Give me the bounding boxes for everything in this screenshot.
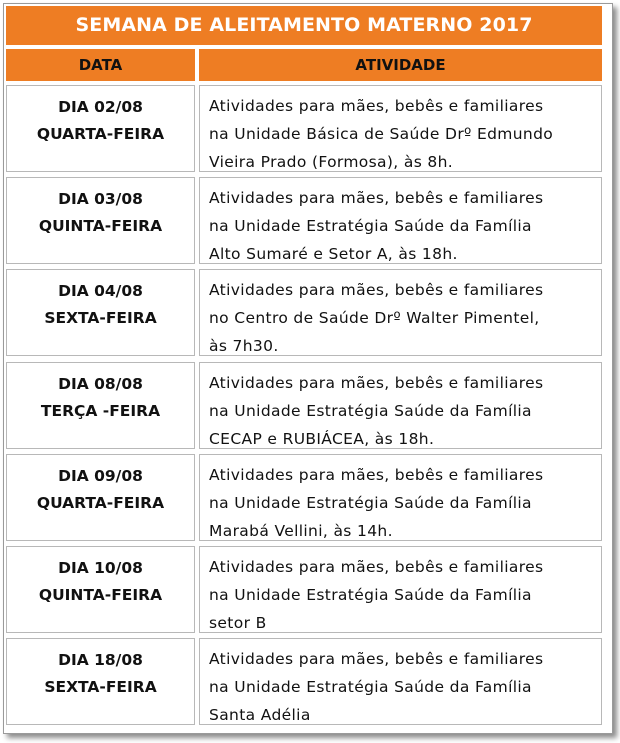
table-title: SEMANA DE ALEITAMENTO MATERNO 2017 xyxy=(6,6,602,45)
activity-line: Atividades para mães, bebês e familiares xyxy=(209,650,544,668)
date-cell xyxy=(6,85,195,172)
activity-line: na Unidade Estratégia Saúde da Família xyxy=(209,586,532,604)
date-cell xyxy=(6,454,195,541)
activity-line: Atividades para mães, bebês e familiares xyxy=(209,281,544,299)
column-header-activity: ATIVIDADE xyxy=(199,49,602,81)
activity-cell xyxy=(199,85,602,172)
activity-line: CECAP e RUBIÁCEA, às 18h. xyxy=(209,430,435,448)
activity-cell xyxy=(199,362,602,449)
weekday-text: SEXTA-FEIRA xyxy=(44,309,157,327)
date-text: DIA 09/08 xyxy=(58,467,143,485)
weekday-text: SEXTA-FEIRA xyxy=(44,678,157,696)
table-row xyxy=(6,454,602,541)
column-header-date: DATA xyxy=(6,49,195,81)
activity-line: na Unidade Estratégia Saúde da Família xyxy=(209,494,532,512)
activity-cell xyxy=(199,454,602,541)
table-row xyxy=(6,269,602,356)
date-text: DIA 18/08 xyxy=(58,651,143,669)
activity-line: na Unidade Básica de Saúde Drº Edmundo xyxy=(209,125,554,143)
activity-line: setor B xyxy=(209,614,267,632)
weekday-text: QUARTA-FEIRA xyxy=(36,125,165,143)
activity-line: Santa Adélia xyxy=(209,706,311,724)
table-row xyxy=(6,85,602,172)
activity-line: às 7h30. xyxy=(209,337,279,355)
activity-line: na Unidade Estratégia Saúde da Família xyxy=(209,402,532,420)
activity-line: Atividades para mães, bebês e familiares xyxy=(209,558,544,576)
weekday-text: QUARTA-FEIRA xyxy=(36,494,165,512)
date-cell xyxy=(6,362,195,449)
date-text: DIA 08/08 xyxy=(58,375,143,393)
activity-line: no Centro de Saúde Drº Walter Pimentel, xyxy=(209,309,540,327)
table-row xyxy=(6,638,602,725)
date-text: DIA 10/08 xyxy=(58,559,143,577)
date-cell xyxy=(6,546,195,633)
weekday-text: QUINTA-FEIRA xyxy=(38,586,163,604)
table-row xyxy=(6,177,602,264)
activity-line: Atividades para mães, bebês e familiares xyxy=(209,466,544,484)
date-cell xyxy=(6,638,195,725)
activity-line: Vieira Prado (Formosa), às 8h. xyxy=(209,153,454,171)
date-text: DIA 03/08 xyxy=(58,190,143,208)
table-row xyxy=(6,546,602,633)
date-cell xyxy=(6,177,195,264)
table-row xyxy=(6,362,602,449)
activity-line: Marabá Vellini, às 14h. xyxy=(209,522,393,540)
activity-line: na Unidade Estratégia Saúde da Família xyxy=(209,217,532,235)
date-text: DIA 02/08 xyxy=(58,98,143,116)
date-text: DIA 04/08 xyxy=(58,282,143,300)
activity-cell xyxy=(199,638,602,725)
weekday-text: QUINTA-FEIRA xyxy=(38,217,163,235)
weekday-text: TERÇA -FEIRA xyxy=(40,402,161,420)
activity-line: Atividades para mães, bebês e familiares xyxy=(209,97,544,115)
activity-line: Atividades para mães, bebês e familiares xyxy=(209,189,544,207)
activity-line: Atividades para mães, bebês e familiares xyxy=(209,374,544,392)
activity-line: na Unidade Estratégia Saúde da Família xyxy=(209,678,532,696)
date-cell xyxy=(6,269,195,356)
activity-line: Alto Sumaré e Setor A, às 18h. xyxy=(209,245,458,263)
activity-cell xyxy=(199,546,602,633)
activity-cell xyxy=(199,177,602,264)
activity-cell xyxy=(199,269,602,356)
